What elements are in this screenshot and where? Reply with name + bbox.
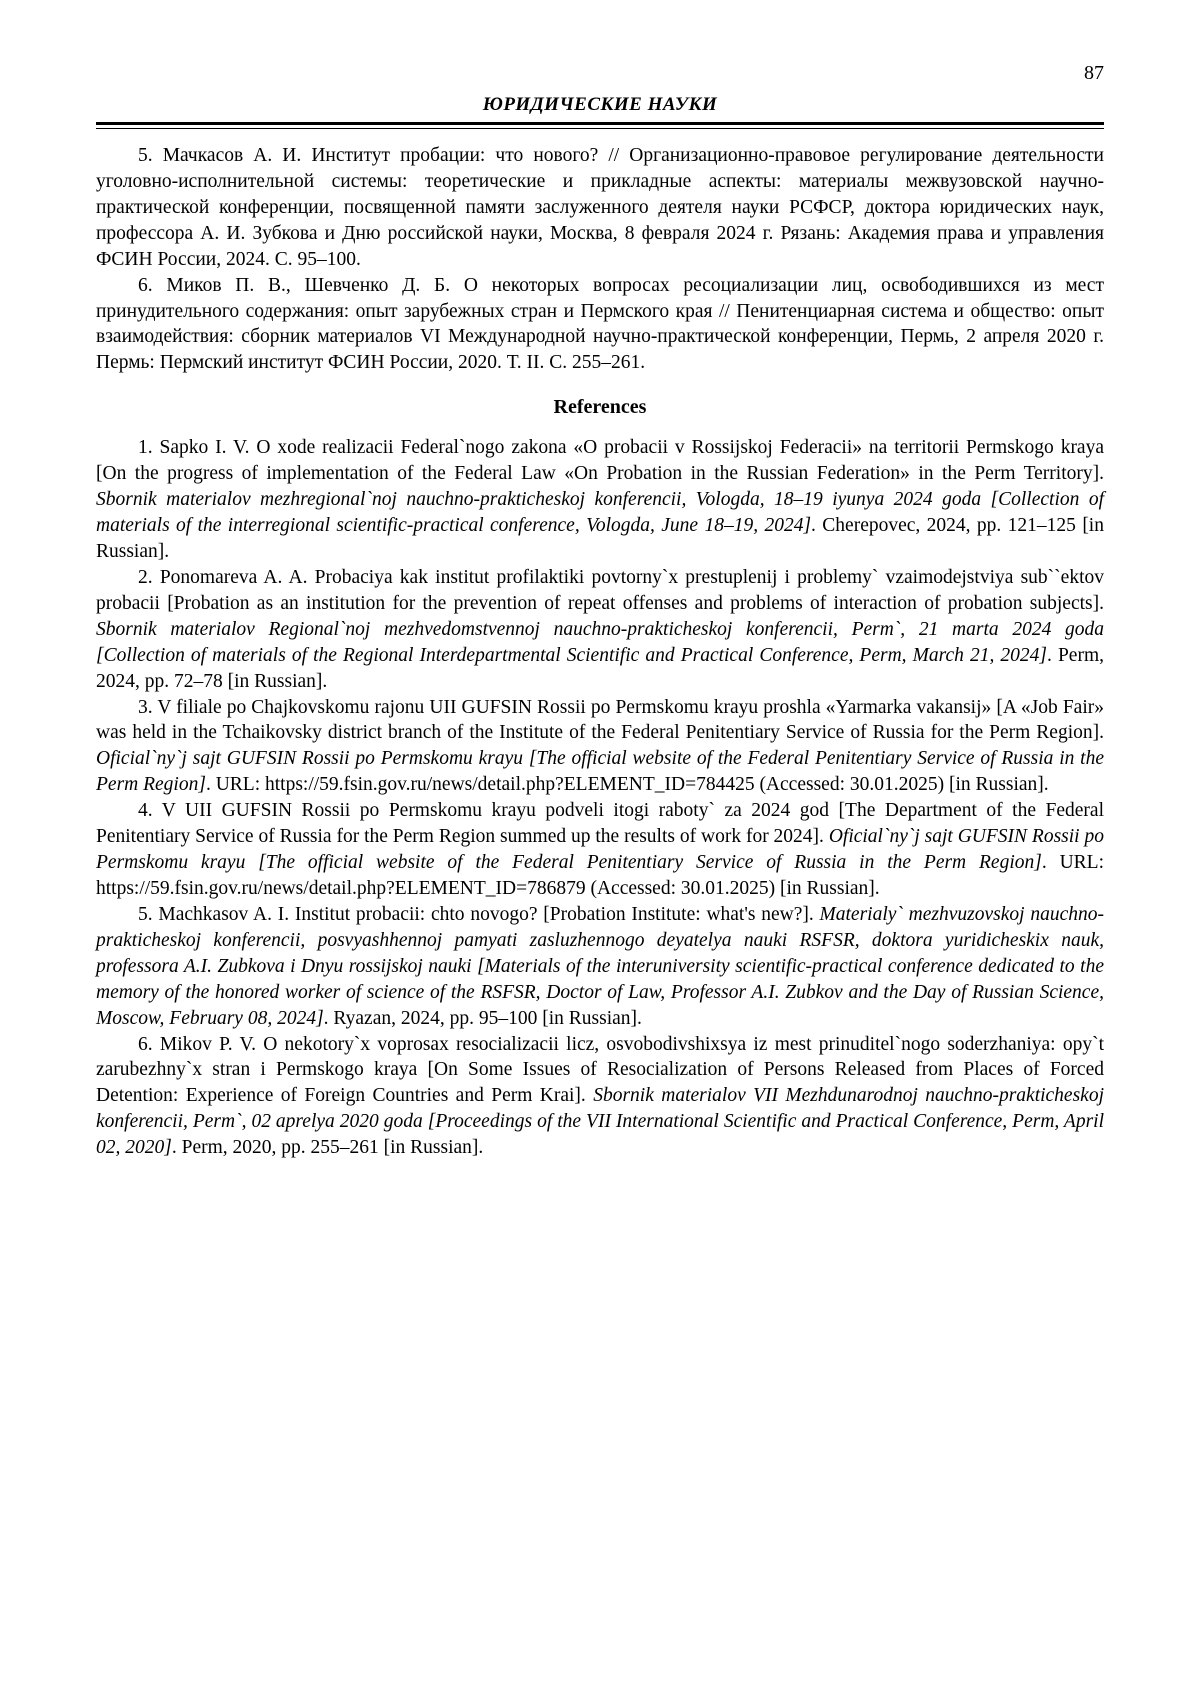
reference-text-italic-2: [The official website of the Federal Penitentiary Service of Russia in the Perm Region] (96, 748, 1104, 796)
reference-text-italic-1: Sbornik materialov Regional`noj mezhvedomstvennoj nauchno-prakticheskoj konferencii, Perm`, 21 marta 2024 goda (96, 618, 1104, 640)
reference-text-italic-1: Sbornik materialov mezhregional`noj nauchno-prakticheskoj konferencii, Vologda, 18–19 iyunya 2024 goda (96, 489, 991, 511)
reference-item (96, 1032, 1104, 1162)
reference-text-italic-1: Sbornik materialov VII Mezhdunarodnoj nauchno-prakticheskoj konferencii, Perm`, 02 aprelya 2020 goda (96, 1085, 1105, 1133)
reference-text-italic-2: [Collection of materials of the interregional scientific-practical conference, Vologda, June 18–19, 2024] (96, 489, 1104, 537)
reference-text-italic-1: Oficial`ny`j sajt GUFSIN Rossii po Permskomu krayu (96, 826, 1104, 874)
reference-text-plain-2: . URL: https://59.fsin.gov.ru/news/detail.php?ELEMENT_ID=786879 (Accessed: 30.01.2025) [in Russian]. (96, 852, 1105, 899)
page-number: 87 (1084, 62, 1104, 84)
reference-text-italic-2: [Materials of the interuniversity scientific-practical conference dedicated to the memory of the honored worker of science of the RSFSR, Doctor of Law, Professor A.I. Zubkov and the Day of Russian Science, Moscow, February 08, 2024] (96, 955, 1104, 1029)
reference-text-plain-2: . Ryazan, 2024, pp. 95–100 [in Russian]. (323, 1007, 642, 1029)
reference-text-italic-2: [The official website of the Federal Penitentiary Service of Russia in the Perm Region] (258, 852, 1042, 874)
reference-text-plain-1: 2. Ponomareva A. A. Probaciya kak institut profilaktiki povtorny`x prestuplenij i problemy` vzaimodejstviya sub``ektov probacii [Probation as an institution for the prevention of repeat offenses and problems of interaction of probation subjects]. (96, 566, 1104, 614)
reference-text-plain-1: 1. Sapko I. V. O xode realizacii Federal`nogo zakona «O probacii v Rossijskoj Federacii» na territorii Permskogo kraya [On the progress of implementation of the Federal Law «On Probation in the Russian Federation» in the Perm Territory]. (96, 437, 1104, 485)
reference-item (96, 695, 1104, 799)
references-heading: References (553, 396, 647, 419)
reference-item (96, 798, 1104, 902)
reference-text-plain-1: 3. V filiale po Chajkovskomu rajonu UII GUFSIN Rossii po Permskomu krayu proshla «Yarmarka vakansij» [A «Job Fair» was held in the Tchaikovsky district branch of the Institute of the Federal Penitentiary Service of Russia for the Perm Region]. (96, 696, 1104, 744)
bibliography-ru (96, 143, 1104, 376)
bibliography-item: 6. Миков П. В., Шевченко Д. Б. О некоторых вопросах ресоциализации лиц, освободившихся из мест принудительного содержания: опыт зарубежных стран и Пермского края // Пенитенциарная система и общество: опыт взаимодействия: сборник материалов VI Международной научно-практической конференции, Пермь, 2 апреля 2020 г. Пермь: Пермский институт ФСИН России, 2020. Т. II. С. 255–261. (96, 274, 1104, 374)
reference-text-italic-1: Oficial`ny`j sajt GUFSIN Rossii po Permskomu krayu (96, 748, 529, 770)
header-divider (96, 122, 1104, 129)
references-list (96, 435, 1104, 1161)
reference-item (96, 902, 1104, 1032)
reference-text-plain-2: . Perm, 2020, pp. 255–261 [in Russian]. (171, 1137, 484, 1159)
bibliography-item: 5. Мачкасов А. И. Институт пробации: что нового? // Организационно-правовое регулирование деятельности уголовно-исполнительной системы: теоретические и прикладные аспекты: материалы межвузовской научно-практической конференции, посвященной памяти заслуженного деятеля науки РСФСР, доктора юридических наук, профессора А. И. Зубкова и Дню российской науки, Москва, 8 февраля 2024 г. Рязань: Академия права и управления ФСИН России, 2024. С. 95–100. (96, 145, 1104, 270)
reference-text-italic-2: [Collection of materials of the Regional Interdepartmental Scientific and Practical Conference, Perm, March 21, 2024] (96, 644, 1047, 666)
reference-text-italic-1: Materialy` mezhvuzovskoj nauchno-prakticheskoj konferencii, posvyashhennoj pamyati zasluzhennogo deyatelya nauki RSFSR, doktora yuridicheskix nauk, professora A.I. Zubkova i Dnyu rossijskoj nauki (96, 903, 1104, 977)
reference-text-plain-2: . Perm, 2024, pp. 72–78 [in Russian]. (96, 644, 1104, 692)
reference-text-plain-1: 6. Mikov P. V. O nekotory`x voprosax resocializacii licz, osvobodivshixsya iz mest prinuditel`nogo soderzhaniya: opy`t zarubezhny`x stran i Permskogo kraya [On Some Issues of Resocialization of Persons Released from Places of Forced Detention: Experience of Foreign Countries and Perm Krai]. (96, 1033, 1104, 1107)
reference-text-plain-2: . URL: https://59.fsin.gov.ru/news/detail.php?ELEMENT_ID=784425 (Accessed: 30.01.2025) [in Russian]. (205, 774, 1049, 796)
reference-text-plain-2: . Cherepovec, 2024, pp. 121–125 [in Russian]. (96, 515, 1104, 562)
reference-text-plain-1: 5. Machkasov A. I. Institut probacii: chto novogo? [Probation Institute: what's new?]. (138, 903, 820, 925)
reference-text-italic-2: [Proceedings of the VII International Scientific and Practical Conference, Perm, April 02, 2020] (96, 1111, 1105, 1159)
running-head: ЮРИДИЧЕСКИЕ НАУКИ (482, 94, 718, 115)
reference-item (96, 565, 1104, 695)
reference-text-plain-1: 4. V UII GUFSIN Rossii po Permskomu krayu podveli itogi raboty` za 2024 god [The Department of the Federal Penitentiary Service of Russia for the Perm Region summed up the results of work for 2024]. (96, 800, 1104, 848)
reference-item (96, 435, 1104, 565)
